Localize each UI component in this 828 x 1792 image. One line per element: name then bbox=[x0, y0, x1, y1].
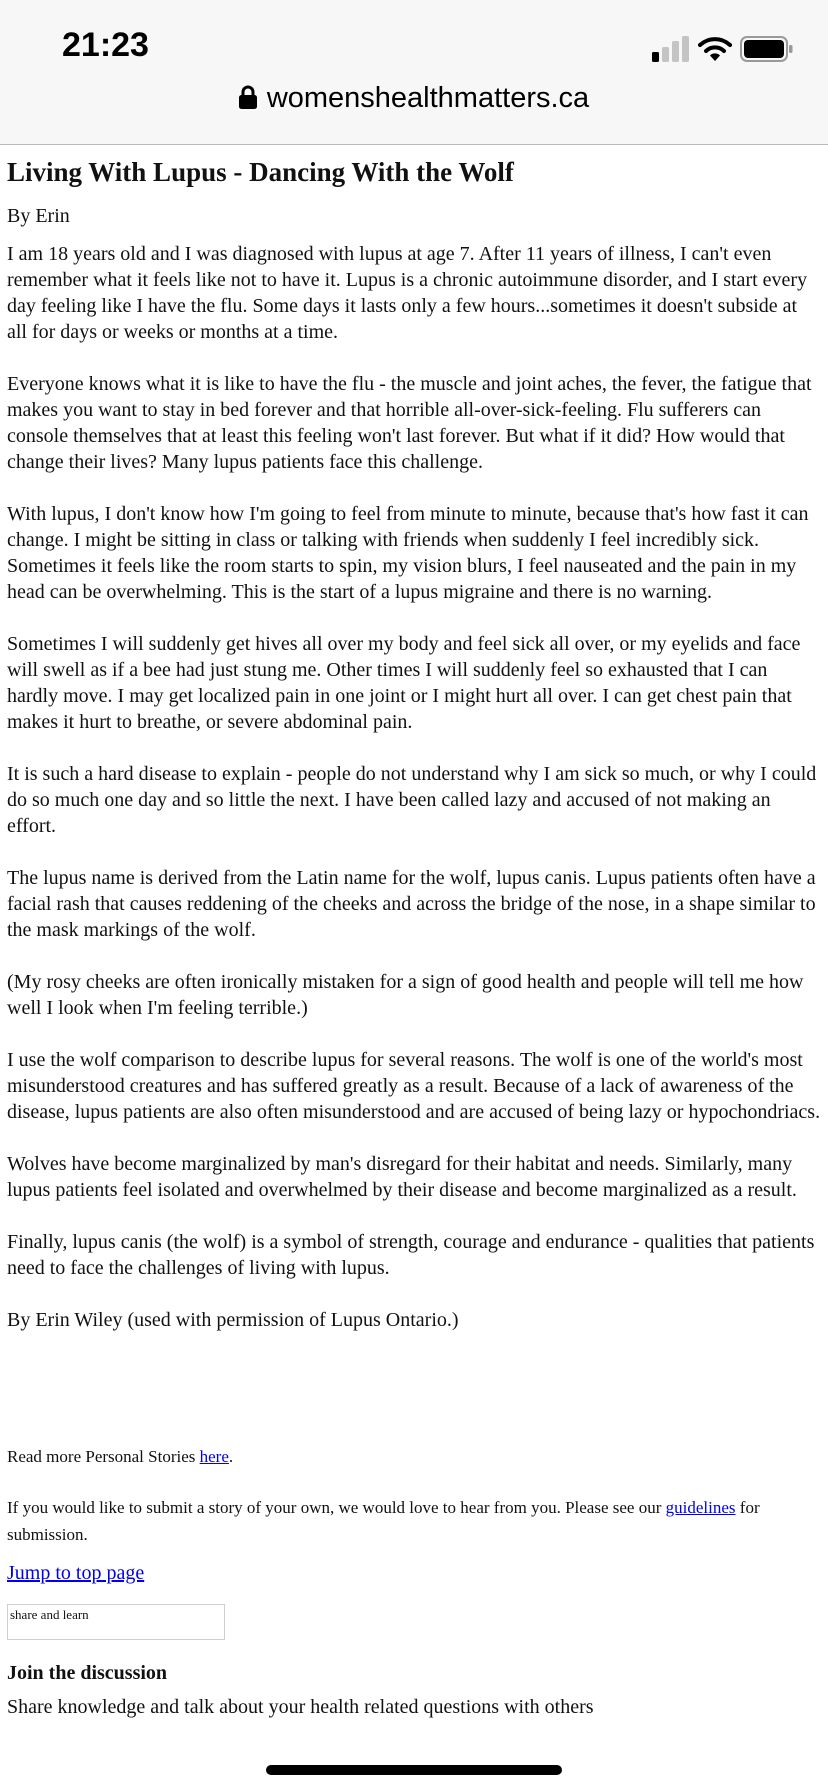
read-more-line: Read more Personal Stories here. bbox=[7, 1447, 234, 1466]
article-paragraph: Everyone knows what it is like to have the flu - the muscle and joint aches, the fever, the fatigue that makes you want to stay in bed forever and that horrible all-over-sick-feeling. Flu sufferers can console themselves that at least this feeling won't last forever. But what if it did? How would that change their lives? Many lupus patients face this challenge. bbox=[7, 373, 812, 473]
read-more-link[interactable]: here bbox=[199, 1447, 229, 1466]
jump-to-top-link[interactable]: Jump to top page bbox=[7, 1562, 145, 1584]
submit-story-line: If you would like to submit a story of your own, we would love to hear from you. Please see our guidelines for submission. bbox=[7, 1498, 760, 1544]
article-paragraph: The lupus name is derived from the Latin name for the wolf, lupus canis. Lupus patients often have a facial rash that causes reddening of the cheeks and across the bridge of the nose, in a shape similar to the mask markings of the wolf. bbox=[7, 867, 816, 941]
article-paragraph: Sometimes I will suddenly get hives all over my body and feel sick all over, or my eyelids and face will swell as if a bee had just stung me. Other times I will suddenly feel so exhausted that I can hardly move. I may get localized pain in one joint or I might hurt all over. I can get chest pain that makes it hurt to breathe, or severe abdominal pain. bbox=[7, 633, 801, 733]
article-signoff: By Erin Wiley (used with permission of Lupus Ontario.) bbox=[7, 1309, 459, 1331]
article-title: Living With Lupus - Dancing With the Wolf bbox=[7, 157, 514, 187]
url-text: womenshealthmatters.ca bbox=[266, 82, 590, 114]
article-byline: By Erin bbox=[7, 205, 70, 227]
lock-icon bbox=[239, 85, 257, 109]
jump-to-top-line bbox=[7, 1560, 821, 1586]
discussion-intro-text: Share knowledge and talk about your health related questions with others bbox=[7, 1696, 594, 1718]
browser-status-bar bbox=[0, 0, 828, 145]
cellular-signal-icon bbox=[652, 36, 692, 62]
wifi-icon bbox=[698, 36, 732, 62]
article-paragraph: Wolves have become marginalized by man's disregard for their habitat and needs. Similarly, many lupus patients feel isolated and overwhelmed by their disease and become marginalized as a result. bbox=[7, 1153, 797, 1201]
article-paragraph: I use the wolf comparison to describe lupus for several reasons. The wolf is one of the world's most misunderstood creatures and has suffered greatly as a result. Because of a lack of awareness of the disease, lupus patients are also often misunderstood and are accused of being lazy or hypochondriacs. bbox=[7, 1049, 821, 1123]
battery-icon bbox=[740, 36, 794, 62]
article-paragraph: It is such a hard disease to explain - people do not understand why I am sick so much, or why I could do so much one day and so little the next. I have been called lazy and accused of not making an effort. bbox=[7, 763, 817, 837]
article-paragraph: I am 18 years old and I was diagnosed with lupus at age 7. After 11 years of illness, I can't even remember what it feels like not to have it. Lupus is a chronic autoimmune disorder, and I start every day feeling like I have the flu. Some days it lasts only a few hours...sometimes it doesn't subside at all for days or weeks or months at a time. bbox=[7, 243, 808, 343]
article-paragraph: (My rosy cheeks are often ironically mistaken for a sign of good health and people will tell me how well I look when I'm feeling terrible.) bbox=[7, 971, 804, 1019]
share-and-learn-box[interactable]: share and learn bbox=[7, 1604, 225, 1640]
article-content bbox=[7, 145, 821, 1720]
article-paragraph: Finally, lupus canis (the wolf) is a symbol of strength, courage and endurance - qualities that patients need to face the challenges of living with lupus. bbox=[7, 1231, 815, 1279]
status-time: 21:23 bbox=[62, 26, 149, 64]
join-discussion-heading: Join the discussion bbox=[7, 1662, 168, 1684]
home-indicator[interactable] bbox=[266, 1765, 562, 1775]
guidelines-link[interactable]: guidelines bbox=[665, 1498, 736, 1517]
address-bar[interactable] bbox=[0, 82, 828, 115]
article-paragraph: With lupus, I don't know how I'm going to feel from minute to minute, because that's how fast it can change. I might be sitting in class or talking with friends when suddenly I feel incredibly sick. Sometimes it feels like the room starts to spin, my vision blurs, I feel nauseated and the pain in my head can be overwhelming. This is the start of a lupus migraine and there is no warning. bbox=[7, 503, 809, 603]
